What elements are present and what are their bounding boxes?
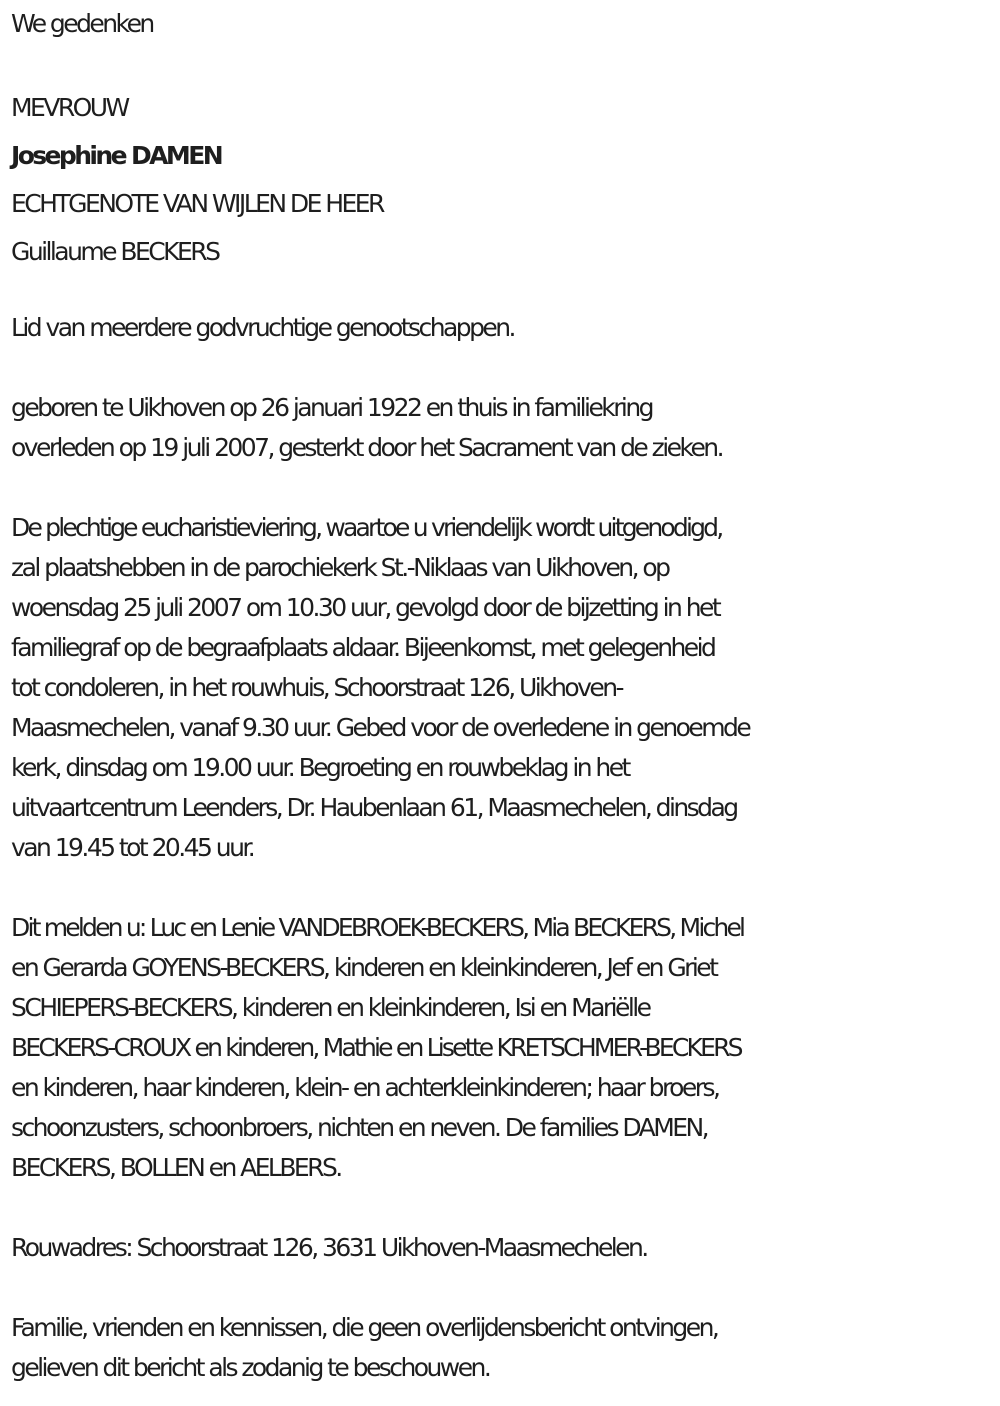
paragraph-line: familiegraf op de begraafplaats aldaar. Bijeenkomst, met gelegenheid <box>11 633 715 662</box>
mourning-address: Rouwadres: Schoorstraat 126, 3631 Uikhoven-Maasmechelen. <box>11 1233 647 1262</box>
spacer <box>11 44 996 84</box>
deceased-heading <box>11 84 996 276</box>
paragraph-line: BECKERS-CROUX en kinderen, Mathie en Lisette KRETSCHMER-BECKERS <box>11 1033 741 1062</box>
title-prefix: MEVROUW <box>11 93 128 122</box>
spacer <box>11 1268 996 1308</box>
paragraph-line: SCHIEPERS-BECKERS, kinderen en kleinkinderen, Isi en Mariëlle <box>11 993 650 1022</box>
paragraph-line: en kinderen, haar kinderen, klein- en achterkleinkinderen; haar broers, <box>11 1073 719 1102</box>
obituary-notice <box>11 4 996 1388</box>
family-paragraph <box>11 908 996 1188</box>
intro-text: We gedenken <box>11 9 153 38</box>
paragraph-line: geboren te Uikhoven op 26 januari 1922 en thuis in familiekring <box>11 393 652 422</box>
ceremony-paragraph <box>11 508 996 868</box>
paragraph-line: overleden op 19 juli 2007, gesterkt door het Sacrament van de zieken. <box>11 433 722 462</box>
paragraph-line: en Gerarda GOYENS-BECKERS, kinderen en kleinkinderen, Jef en Griet <box>11 953 717 982</box>
paragraph-line: gelieven dit bericht als zodanig te beschouwen. <box>11 1353 490 1382</box>
paragraph-line: Familie, vrienden en kennissen, die geen overlijdensbericht ontvingen, <box>11 1313 718 1342</box>
membership-text: Lid van meerdere godvruchtige genootschappen. <box>11 313 514 342</box>
spacer <box>11 1188 996 1228</box>
spacer <box>11 468 996 508</box>
paragraph-line: zal plaatshebben in de parochiekerk St.-Niklaas van Uikhoven, op <box>11 553 669 582</box>
paragraph-line: Dit melden u: Luc en Lenie VANDEBROEK-BECKERS, Mia BECKERS, Michel <box>11 913 744 942</box>
spouse-name: Guillaume BECKERS <box>11 237 219 266</box>
paragraph-line: uitvaartcentrum Leenders, Dr. Haubenlaan 61, Maasmechelen, dinsdag <box>11 793 737 822</box>
relation-text: ECHTGENOTE VAN WIJLEN DE HEER <box>11 189 383 218</box>
paragraph-line: De plechtige eucharistieviering, waartoe u vriendelijk wordt uitgenodigd, <box>11 513 722 542</box>
paragraph-line: tot condoleren, in het rouwhuis, Schoorstraat 126, Uikhoven- <box>11 673 622 702</box>
spacer <box>11 276 996 308</box>
birth-death-paragraph <box>11 388 996 468</box>
spacer <box>11 868 996 908</box>
paragraph-line: kerk, dinsdag om 19.00 uur. Begroeting en rouwbeklag in het <box>11 753 629 782</box>
paragraph-line: van 19.45 tot 20.45 uur. <box>11 833 254 862</box>
paragraph-line: Maasmechelen, vanaf 9.30 uur. Gebed voor de overledene in genoemde <box>11 713 750 742</box>
deceased-name: Josephine DAMEN <box>11 141 222 170</box>
paragraph-line: BECKERS, BOLLEN en AELBERS. <box>11 1153 341 1182</box>
spacer <box>11 348 996 388</box>
paragraph-line: woensdag 25 juli 2007 om 10.30 uur, gevolgd door de bijzetting in het <box>11 593 720 622</box>
closing-paragraph <box>11 1308 996 1388</box>
paragraph-line: schoonzusters, schoonbroers, nichten en neven. De families DAMEN, <box>11 1113 708 1142</box>
